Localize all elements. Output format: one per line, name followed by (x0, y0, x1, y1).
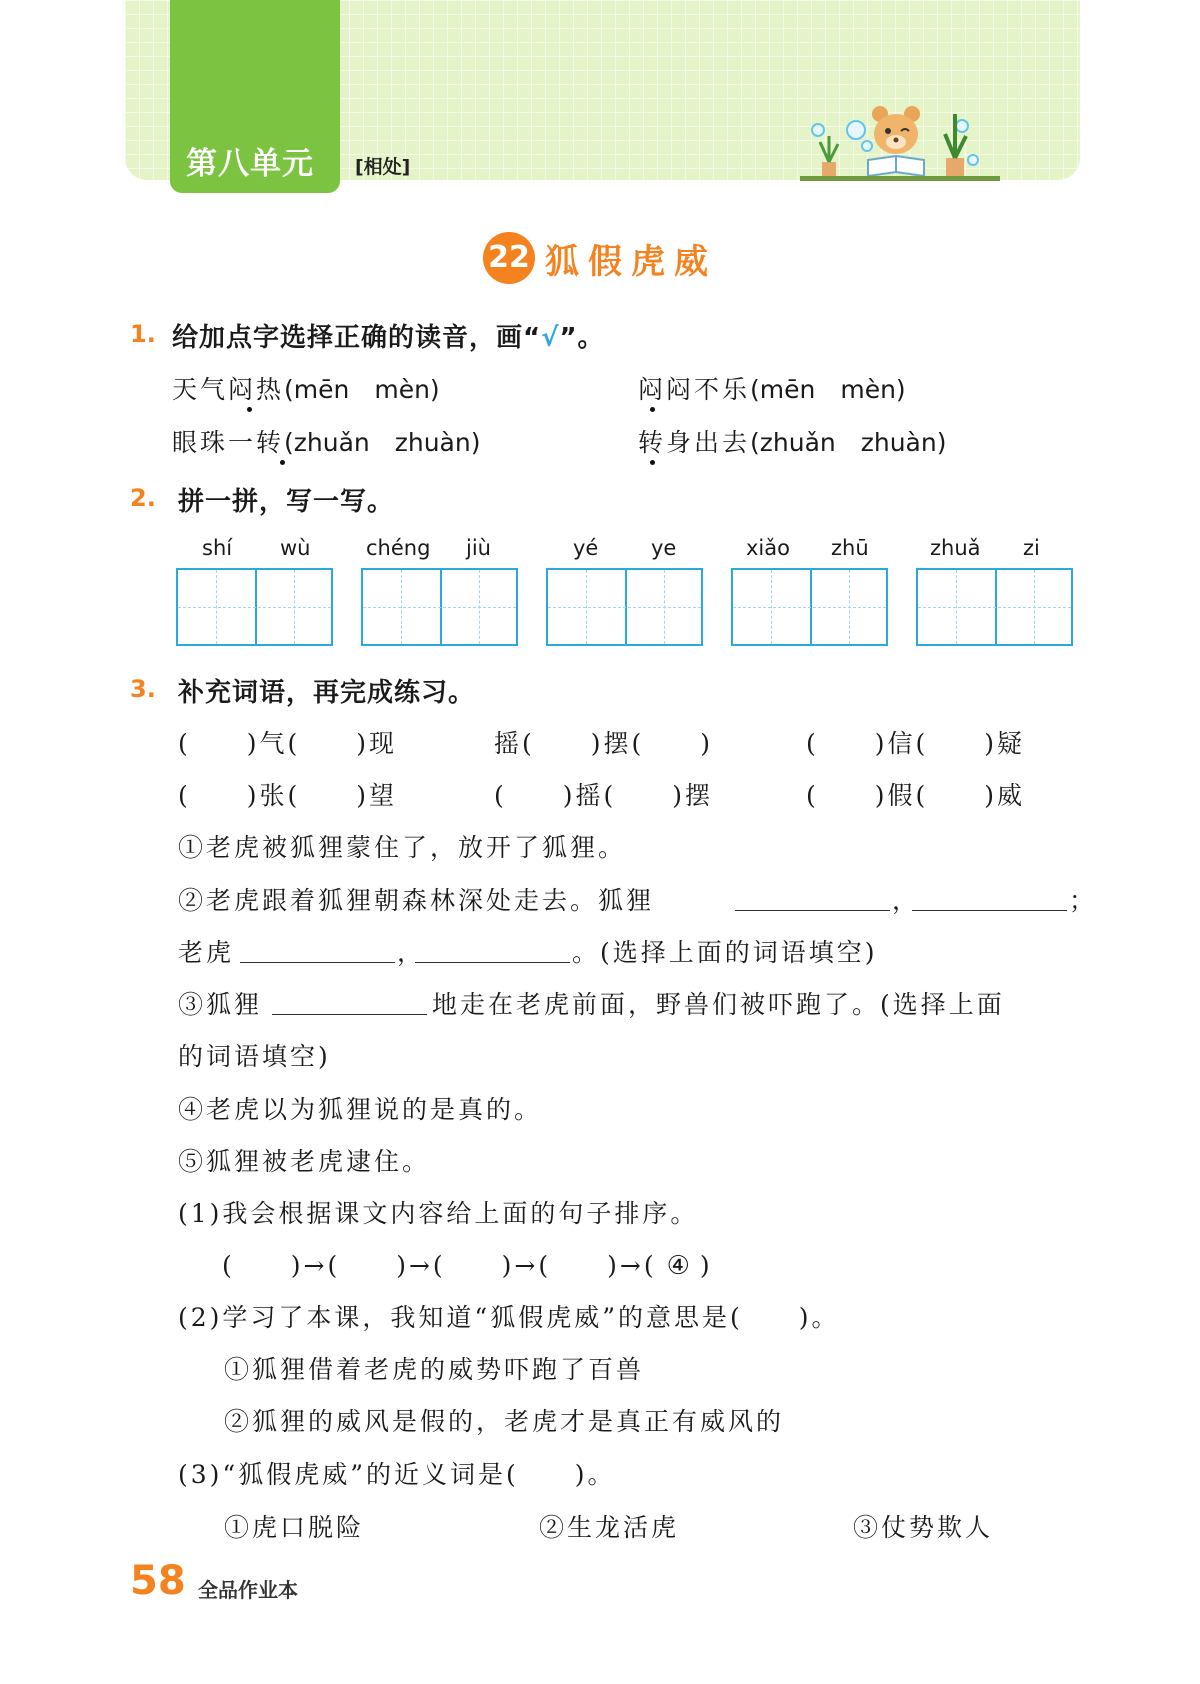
fill-blank-word: ( )信( )疑 (806, 729, 1026, 758)
fill-blank-word: ( )气( )现 (178, 729, 398, 758)
pinyin-label: xiǎo (746, 536, 790, 560)
sentence-2b: 老虎 (178, 938, 235, 967)
pinyin-label: zhuǎ (930, 536, 981, 560)
sentence-4: ④老虎以为狐狸说的是真的。 (178, 1095, 543, 1124)
choice-option: ①狐狸借着老虎的威势吓跑了百兽 (224, 1355, 645, 1384)
writing-grid[interactable] (546, 568, 703, 646)
emphasis-dot (650, 460, 655, 465)
answer-blank[interactable] (240, 962, 395, 963)
subquestion-1: (1)我会根据课文内容给上面的句子排序。 (178, 1199, 699, 1228)
sentence-2-comma: ， (892, 886, 921, 915)
pinyin-label: wù (280, 536, 311, 560)
q1-number: 1. (130, 320, 156, 348)
q1-prompt-before: 给加点字选择正确的读音，画“ (172, 323, 542, 353)
sentence-3c: 的词语填空) (178, 1042, 331, 1071)
pinyin-label: chéng (366, 536, 431, 560)
sentence-2c: 。(选择上面的词语填空) (572, 938, 878, 967)
choice-option: ②狐狸的威风是假的，老虎才是真正有威风的 (224, 1407, 785, 1436)
pinyin-label: ye (651, 536, 677, 560)
answer-blank[interactable] (912, 910, 1067, 911)
bear-reading-illustration (800, 100, 1000, 185)
unit-subtitle: [相处] (355, 156, 411, 178)
lesson-number-badge: 22 (483, 232, 535, 284)
choice-option: ②生龙活虎 (539, 1513, 680, 1542)
writing-grid[interactable] (916, 568, 1073, 646)
fill-blank-word: ( )摇( )摆 (494, 781, 714, 810)
pinyin-label: shí (202, 536, 233, 560)
writing-grid[interactable] (176, 568, 333, 646)
sentence-1: ①老虎被狐狸蒙住了，放开了狐狸。 (178, 833, 627, 862)
sentence-3a: ③狐狸 (178, 990, 263, 1019)
q1-prompt (172, 317, 605, 354)
order-sequence: ( )→( )→( )→( )→( ④ ) (222, 1251, 713, 1281)
q1-item-2: 闷闷不乐(mēn mèn) (638, 375, 906, 404)
lesson-title: 狐假虎威 (545, 242, 717, 282)
checkmark-icon: √ (541, 323, 560, 353)
answer-blank[interactable] (272, 1014, 427, 1015)
q3-prompt: 补充词语，再完成练习。 (178, 678, 476, 708)
emphasis-dot (650, 407, 655, 412)
choice-option: ①虎口脱险 (224, 1513, 365, 1542)
book-icon (868, 156, 924, 176)
answer-blank[interactable] (415, 962, 570, 963)
pinyin-label: yé (573, 536, 599, 560)
book-name: 全品作业本 (198, 1578, 298, 1602)
q3-number: 3. (130, 675, 156, 703)
pinyin-label: jiù (466, 536, 491, 560)
answer-blank[interactable] (735, 910, 890, 911)
sentence-2a: ②老虎跟着狐狸朝森林深处走去。狐狸 (178, 886, 655, 915)
q1-item-4: 转身出去(zhuǎn zhuàn) (638, 428, 947, 457)
q1-prompt-after: ”。 (559, 323, 605, 353)
desk-shelf (800, 176, 1000, 181)
q2-prompt: 拼一拼，写一写。 (178, 487, 395, 517)
fill-blank-word: ( )张( )望 (178, 781, 398, 810)
fill-blank-word: ( )假( )威 (806, 781, 1026, 810)
sentence-3b: 地走在老虎前面，野兽们被吓跑了。(选择上面 (432, 990, 1005, 1019)
subquestion-2: (2)学习了本课，我知道“狐假虎威”的意思是( )。 (178, 1303, 840, 1332)
sentence-2-semicolon: ； (1069, 886, 1098, 915)
pinyin-label: zhū (831, 536, 869, 560)
given-order-number: ④ (666, 1251, 690, 1281)
pinyin-label: zi (1023, 536, 1040, 560)
fill-blank-word: 摇( )摆( ) (494, 729, 714, 758)
emphasis-dot (280, 460, 285, 465)
bear-icon (872, 106, 920, 154)
writing-grid[interactable] (361, 568, 518, 646)
page-number: 58 (130, 1558, 186, 1604)
sentence-2-comma: ， (397, 938, 426, 967)
subquestion-3: (3)“狐假虎威”的近义词是( )。 (178, 1460, 616, 1489)
q1-item-1: 天气闷热(mēn mèn) (172, 375, 440, 404)
choice-option: ③仗势欺人 (853, 1513, 994, 1542)
writing-grid[interactable] (731, 568, 888, 646)
unit-title: 第八单元 (186, 146, 314, 182)
q2-number: 2. (130, 484, 156, 512)
sentence-5: ⑤狐狸被老虎逮住。 (178, 1147, 431, 1176)
q1-item-3: 眼珠一转(zhuǎn zhuàn) (172, 428, 481, 457)
emphasis-dot (247, 407, 252, 412)
